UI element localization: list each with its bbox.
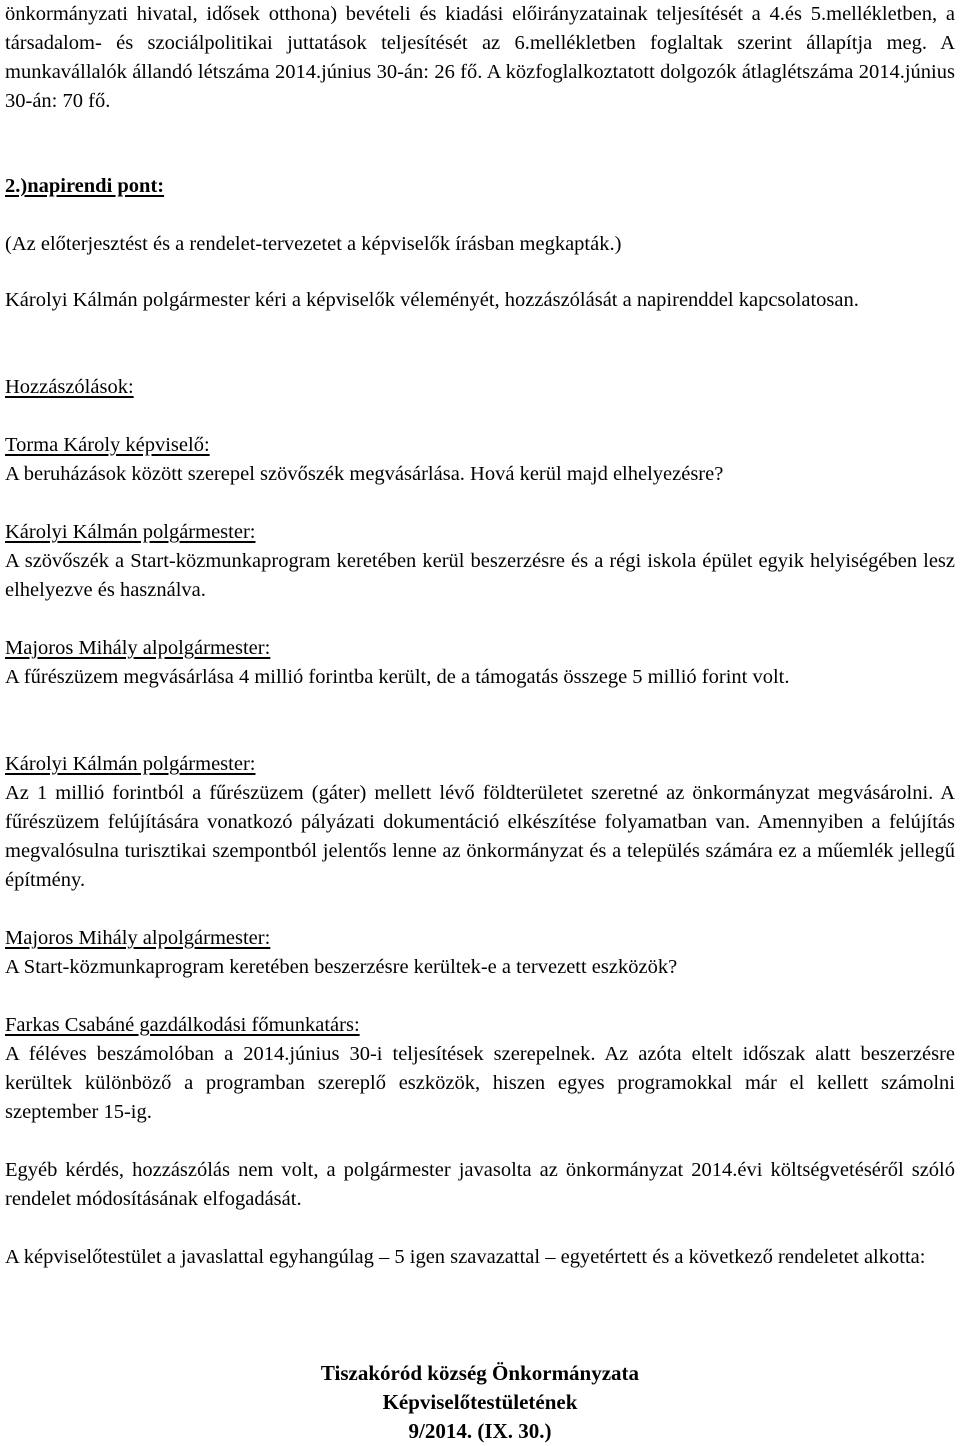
other-questions-paragraph: Egyéb kérdés, hozzászólás nem volt, a polgármester javasolta az önkormányzat 2014.évi költségvetéséről szóló rendelet módosításának elfogadását.	[5, 1159, 955, 1210]
comment-speaker: Torma Károly képviselő:	[5, 434, 210, 456]
comment-speaker: Károlyi Kálmán polgármester:	[5, 521, 256, 543]
comment-speaker: Farkas Csabáné gazdálkodási főmunkatárs:	[5, 1014, 360, 1036]
intro-paragraph: önkormányzati hivatal, idősek otthona) bevételi és kiadási előirányzatainak teljesítését a 4.és 5.mellékletben, a társadalom- és szociálpolitikai juttatások teljesítését az 6.mellékletben foglaltak szerint állapítja meg. A munkavállalók állandó létszáma 2014.június 30-án: 26 fő. A közfoglalkoztatott dolgozók átlaglétszáma 2014.június 30-án: 70 fő.	[5, 3, 955, 112]
mayor-request-paragraph: Károlyi Kálmán polgármester kéri a képviselők véleményét, hozzászólását a napirenddel kapcsolatosan.	[5, 289, 859, 311]
agenda-heading: 2.)napirendi pont:	[5, 175, 165, 197]
agenda-note: (Az előterjesztést és a rendelet-tervezetet a képviselők írásban megkapták.)	[5, 233, 622, 255]
decree-title-line1: Tiszakóród község Önkormányzata	[320, 1361, 640, 1385]
comment-text: A Start-közmunkaprogram keretében beszerzésre kerültek-e a tervezett eszközök?	[5, 956, 678, 978]
decree-title-line3: 9/2014. (IX. 30.)	[408, 1419, 552, 1443]
comment-speaker: Majoros Mihály alpolgármester:	[5, 637, 271, 659]
comment-text: A féléves beszámolóban a 2014.június 30-i teljesítések szerepelnek. Az azóta eltelt időszak alatt beszerzésre kerültek különböző a programban szereplő eszközök, hiszen egyes programokkal már el kellett számolni szeptember 15-ig.	[5, 1043, 955, 1123]
comments-heading: Hozzászólások:	[5, 376, 134, 398]
decree-title-line2: Képviselőtestületének	[382, 1390, 578, 1414]
vote-paragraph: A képviselőtestület a javaslattal egyhangúlag – 5 igen szavazattal – egyetértett és a következő rendeletet alkotta:	[5, 1246, 926, 1268]
comment-text: A beruházások között szerepel szövőszék megvásárlása. Hová kerül majd elhelyezésre?	[5, 463, 724, 485]
comment-text: A szövőszék a Start-közmunkaprogram keretében kerül beszerzésre és a régi iskola épület egyik helyiségében lesz elhelyezve és használva.	[5, 550, 955, 601]
comment-text: A fűrészüzem megvásárlása 4 millió forintba került, de a támogatás összege 5 millió forint volt.	[5, 666, 790, 688]
comment-text: Az 1 millió forintból a fűrészüzem (gáter) mellett lévő földterületet szeretné az önkormányzat megvásárolni. A fűrészüzem felújítására vonatkozó pályázati dokumentáció elkészítése folyamatban van. Amennyiben a felújítás megvalósulna turisztikai szempontból jelentős lenne az önkormányzat és a település számára ez a műemlék jellegű építmény.	[5, 782, 955, 891]
comment-speaker: Majoros Mihály alpolgármester:	[5, 927, 271, 949]
decree-title	[5, 1359, 955, 1446]
comment-speaker: Károlyi Kálmán polgármester:	[5, 753, 256, 775]
